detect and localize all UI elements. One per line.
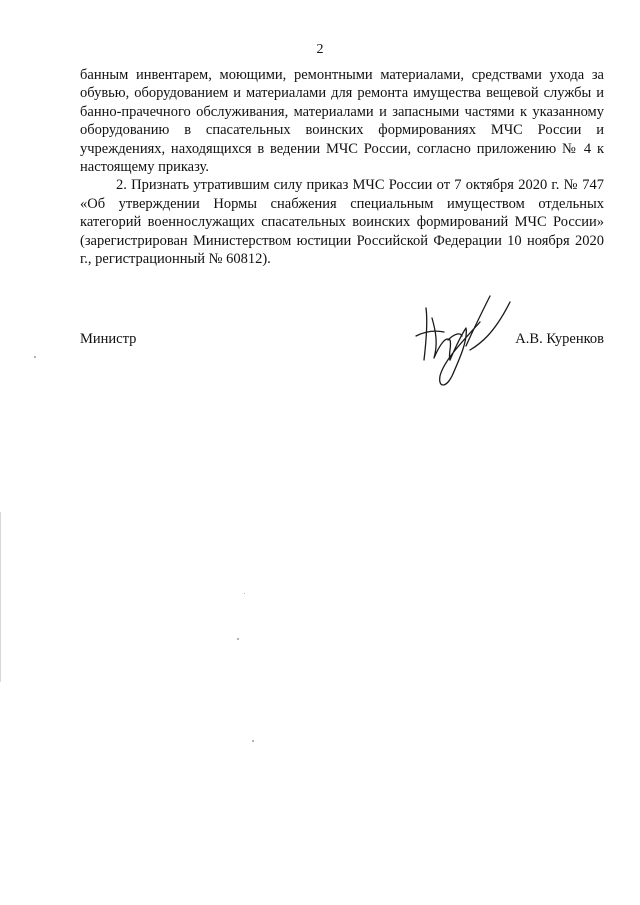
signer-title: Министр: [80, 331, 137, 347]
signer-name: А.В. Куренков: [515, 331, 604, 347]
scan-speck: [252, 740, 254, 742]
page-number: 2: [316, 42, 324, 57]
paragraph-item-2: 2. Признать утратившим силу приказ МЧС России от 7 октября 2020 г. № 747 «Об утверждении Нормы снабжения специальным имуществом отдельных категорий военнослужащих спасательных воинских формирований МЧС России» (зарегистрирован Министерством юстиции Российской Федерации 10 ноября 2020 г., регистрационный № 60812).: [80, 177, 604, 268]
scan-speck: [34, 356, 36, 358]
scan-edge-mark: [0, 512, 1, 682]
paragraph-continuation: банным инвентарем, моющими, ремонтными материалами, средствами ухода за обувью, оборудованием и материалами для ремонта имущества вещевой службы и банно-прачечного обслуживания, материалами и запасными частями к указанному оборудованию в спасательных воинских формированиях МЧС России и учреждениях, находящихся в ведении МЧС России, согласно приложению № 4 к настоящему приказу.: [80, 67, 604, 176]
document-body: [80, 66, 604, 268]
scan-speck: [244, 593, 245, 594]
scan-speck: [237, 638, 239, 640]
handwritten-signature: [404, 288, 534, 393]
